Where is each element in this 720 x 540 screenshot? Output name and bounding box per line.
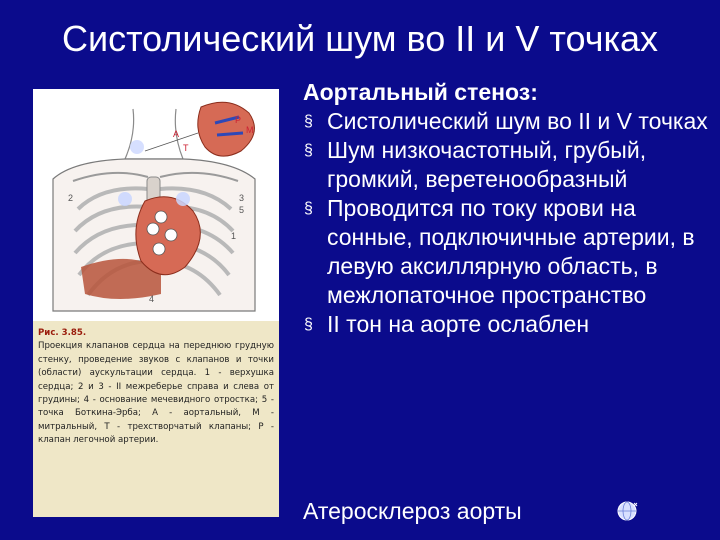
content-block [303,78,713,339]
marker-4: 4 [149,294,155,304]
bullet-list [303,107,713,339]
heart-valves-illustration [33,89,279,321]
marker-1: 1 [231,231,237,241]
bullet-text: Проводится по току крови на сонные, подключичные артерии, в левую аксиллярную область, в межлопаточное пространство [327,195,695,308]
bullet-marker: § [304,200,313,217]
list-item [303,310,713,339]
marker-2: 2 [68,193,74,203]
list-item [303,136,713,194]
marker-3: 3 [239,193,245,203]
list-item [303,194,713,310]
figure-panel [33,89,279,517]
marker-p: Р [235,115,242,125]
closing-text: Атеросклероз аорты [303,498,522,524]
list-item [303,107,713,136]
globe-sound-icon[interactable] [617,500,639,522]
bullet-text: Систолический шум во II и V точках [327,108,708,134]
slide-title: Систолический шум во II и V точках [61,18,659,59]
marker-t: Т [183,143,189,153]
bullet-marker: § [304,142,313,159]
bullet-text: II тон на аорте ослаблен [327,311,590,337]
figure-label: Рис. 3.85. [38,328,87,338]
marker-m: М [246,125,254,135]
bullet-marker: § [304,316,313,333]
marker-a: А [173,129,180,139]
section-heading: Аортальный стеноз: [303,79,538,105]
bullet-text: Шум низкочастотный, грубый, громкий, веретенообразный [327,137,647,192]
chest-diagram [33,89,279,321]
bullet-marker: § [304,113,313,130]
figure-caption-text: Проекция клапанов сердца на переднюю грудную стенку, проведение звуков с клапанов и точки (области) аускультации сердца. 1 - верхушка сердца; 2 и 3 - II межреберье справа и слева от грудины; 4 - основание мечевидного отростка; 5 - точка Боткина-Эрба; А - аортальный, М - митральный, Т - трехстворчатый клапаны; Р - клапан легочной артерии. [38,341,274,446]
figure-caption [38,327,274,448]
marker-5: 5 [239,205,245,215]
